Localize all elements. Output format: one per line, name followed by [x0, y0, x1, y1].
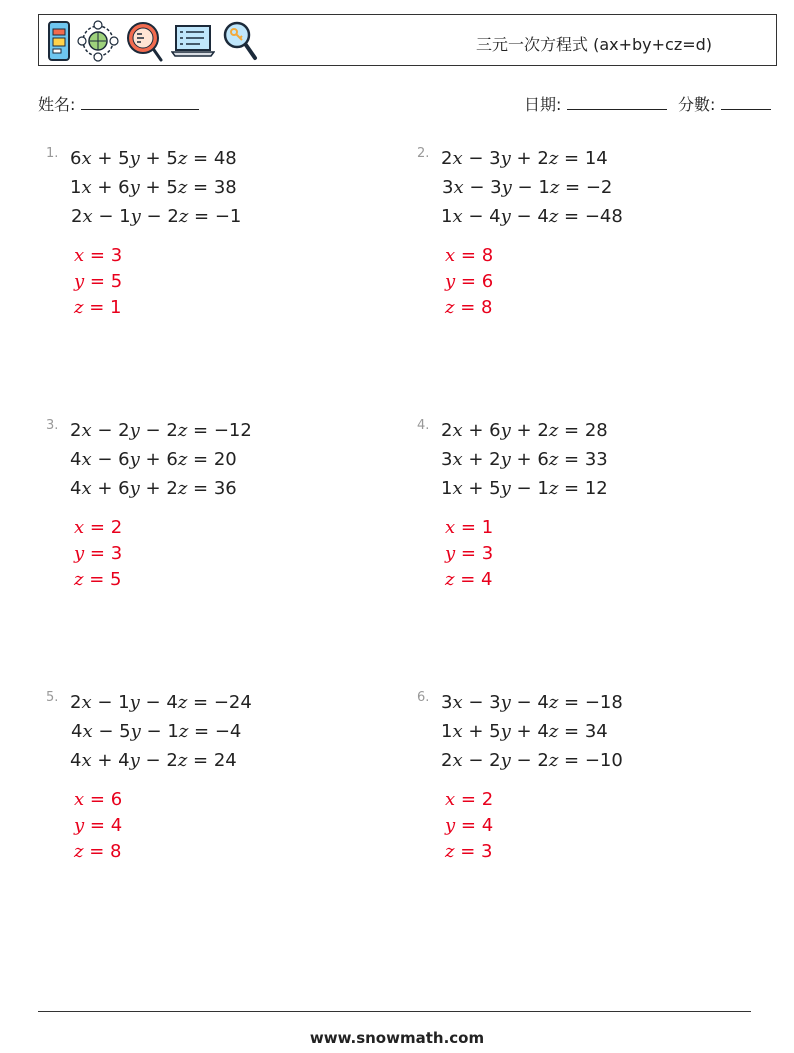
variable-y: y — [129, 420, 140, 441]
answer-value: 1 — [110, 297, 122, 318]
coef-c: 6 — [537, 449, 549, 470]
coef-a: 3 — [442, 177, 454, 198]
rhs: −2 — [585, 177, 613, 198]
variable-z: z — [177, 692, 188, 713]
coef-a: 3 — [441, 449, 453, 470]
answer-z: z = 8 — [74, 841, 122, 862]
variable-y: y — [500, 478, 511, 499]
variable-y: y — [130, 721, 141, 742]
answer-y: y = 6 — [445, 271, 494, 292]
coef-c: 1 — [537, 478, 549, 499]
op-b: − — [98, 206, 114, 227]
rhs: −12 — [213, 420, 252, 441]
op-b: − — [97, 692, 113, 713]
score-field — [678, 94, 771, 115]
op-b: − — [468, 206, 484, 227]
coef-b: 5 — [489, 721, 501, 742]
problem-number: 4. — [417, 418, 430, 433]
coef-c: 5 — [166, 148, 178, 169]
name-label: 姓名: — [38, 95, 76, 114]
coef-c: 2 — [537, 148, 549, 169]
problem-4 — [417, 418, 757, 668]
variable-x: x — [81, 420, 92, 441]
op-c: + — [145, 177, 161, 198]
variable-y: y — [130, 206, 141, 227]
op-c: − — [145, 750, 161, 771]
equation-2: 4x − 6y + 6z = 20 — [70, 449, 237, 470]
rhs: 33 — [584, 449, 608, 470]
variable-x: x — [452, 692, 463, 713]
equation-2: 3x + 2y + 6z = 33 — [441, 449, 608, 470]
answer-variable: z — [74, 841, 84, 862]
answer-z: z = 5 — [74, 569, 122, 590]
answer-variable: y — [445, 815, 456, 836]
answer-variable: y — [445, 543, 456, 564]
variable-z: z — [548, 420, 559, 441]
answer-y: y = 3 — [445, 543, 494, 564]
answer-y: y = 4 — [445, 815, 494, 836]
equation-2: 1x + 6y + 5z = 38 — [70, 177, 237, 198]
answer-variable: y — [74, 815, 85, 836]
answer-value: 4 — [110, 815, 123, 836]
equation-3: 4x + 6y + 2z = 36 — [70, 478, 237, 499]
answer-x: x = 6 — [74, 789, 123, 810]
coef-b: 6 — [118, 177, 130, 198]
answer-x: x = 2 — [445, 789, 494, 810]
op-b: + — [97, 478, 113, 499]
variable-y: y — [129, 750, 140, 771]
op-b: + — [468, 721, 484, 742]
coef-a: 1 — [441, 478, 453, 499]
variable-z: z — [548, 750, 559, 771]
globe-network-icon — [77, 20, 119, 62]
coef-b: 4 — [118, 750, 130, 771]
op-b: − — [468, 750, 484, 771]
answer-z: z = 3 — [445, 841, 493, 862]
problem-6 — [417, 690, 757, 940]
equation-3: 2x − 1y − 2z = −1 — [71, 206, 242, 227]
variable-x: x — [82, 721, 93, 742]
answer-variable: x — [445, 517, 456, 538]
variable-x: x — [81, 478, 92, 499]
coef-c: 4 — [537, 692, 549, 713]
answer-variable: z — [445, 569, 455, 590]
coef-b: 5 — [489, 478, 501, 499]
equation-1: 2x − 1y − 4z = −24 — [70, 692, 252, 713]
answer-value: 3 — [481, 841, 493, 862]
variable-x: x — [81, 692, 92, 713]
answer-x: x = 3 — [74, 245, 123, 266]
score-label: 分數: — [678, 95, 716, 114]
variable-z: z — [178, 206, 189, 227]
answer-variable: y — [74, 543, 85, 564]
equation-2: 3x − 3y − 1z = −2 — [442, 177, 613, 198]
answer-value: 5 — [110, 271, 123, 292]
op-b: + — [468, 449, 484, 470]
op-c: − — [516, 206, 532, 227]
op-b: − — [97, 420, 113, 441]
variable-z: z — [549, 177, 560, 198]
variable-y: y — [129, 148, 140, 169]
answer-variable: x — [74, 517, 85, 538]
variable-y: y — [129, 478, 140, 499]
answer-value: 3 — [110, 245, 123, 266]
answer-value: 8 — [110, 841, 122, 862]
variable-y: y — [501, 177, 512, 198]
rhs: 48 — [213, 148, 237, 169]
variable-z: z — [548, 721, 559, 742]
problem-number: 3. — [46, 418, 59, 433]
answer-value: 8 — [481, 245, 494, 266]
variable-x: x — [81, 449, 92, 470]
variable-x: x — [452, 206, 463, 227]
coef-a: 1 — [441, 206, 453, 227]
coef-a: 6 — [70, 148, 82, 169]
answer-value: 6 — [481, 271, 494, 292]
coef-b: 2 — [489, 449, 501, 470]
op-c: − — [145, 692, 161, 713]
coef-a: 4 — [70, 449, 82, 470]
variable-y: y — [500, 148, 511, 169]
variable-x: x — [452, 148, 463, 169]
coef-c: 2 — [166, 478, 178, 499]
name-blank[interactable] — [81, 94, 199, 110]
coef-c: 2 — [537, 420, 549, 441]
answer-value: 8 — [481, 297, 493, 318]
coef-a: 2 — [70, 420, 82, 441]
answer-variable: z — [445, 841, 455, 862]
variable-x: x — [81, 177, 92, 198]
worksheet-title: 三元一次方程式 (ax+by+cz=d) — [476, 35, 713, 54]
answer-value: 3 — [481, 543, 494, 564]
rhs: 24 — [213, 750, 237, 771]
rhs: 34 — [584, 721, 608, 742]
variable-z: z — [177, 420, 188, 441]
equation-2: 4x − 5y − 1z = −4 — [71, 721, 242, 742]
op-b: + — [97, 148, 113, 169]
variable-z: z — [548, 449, 559, 470]
coef-a: 4 — [71, 721, 83, 742]
coef-a: 1 — [70, 177, 82, 198]
answer-variable: z — [74, 569, 84, 590]
answer-variable: x — [445, 245, 456, 266]
equation-1: 2x − 2y − 2z = −12 — [70, 420, 252, 441]
op-c: − — [516, 478, 532, 499]
coef-a: 2 — [70, 692, 82, 713]
coef-a: 2 — [441, 420, 453, 441]
coef-b: 3 — [490, 177, 502, 198]
equation-3: 4x + 4y − 2z = 24 — [70, 750, 237, 771]
coef-b: 3 — [489, 692, 501, 713]
variable-x: x — [452, 449, 463, 470]
op-c: − — [517, 177, 533, 198]
op-b: − — [469, 177, 485, 198]
answer-z: z = 1 — [74, 297, 122, 318]
coef-c: 4 — [166, 692, 178, 713]
equation-2: 1x + 5y + 4z = 34 — [441, 721, 608, 742]
problem-5 — [46, 690, 386, 940]
variable-x: x — [82, 206, 93, 227]
variable-z: z — [178, 721, 189, 742]
footer-divider — [38, 1011, 751, 1012]
coef-a: 4 — [70, 478, 82, 499]
answer-z: z = 4 — [445, 569, 493, 590]
rhs: 20 — [213, 449, 237, 470]
worksheet-header — [38, 14, 777, 66]
answer-variable: z — [445, 297, 455, 318]
variable-y: y — [500, 206, 511, 227]
answer-x: x = 1 — [445, 517, 494, 538]
date-blank[interactable] — [567, 94, 667, 110]
equation-3: 1x + 5y − 1z = 12 — [441, 478, 608, 499]
variable-x: x — [452, 420, 463, 441]
variable-z: z — [548, 206, 559, 227]
answer-value: 4 — [481, 569, 493, 590]
variable-z: z — [177, 478, 188, 499]
variable-x: x — [452, 721, 463, 742]
rhs: 14 — [584, 148, 608, 169]
header-icons — [48, 20, 258, 62]
problem-number: 2. — [417, 146, 430, 161]
equation-1: 3x − 3y − 4z = −18 — [441, 692, 623, 713]
answer-value: 5 — [110, 569, 122, 590]
rhs: −4 — [214, 721, 242, 742]
op-b: + — [97, 750, 113, 771]
op-c: + — [145, 478, 161, 499]
op-b: − — [468, 148, 484, 169]
coef-b: 5 — [119, 721, 131, 742]
answer-variable: x — [74, 789, 85, 810]
variable-z: z — [548, 148, 559, 169]
rhs: −24 — [213, 692, 252, 713]
answer-variable: y — [74, 271, 85, 292]
coef-b: 1 — [118, 692, 130, 713]
coef-a: 1 — [441, 721, 453, 742]
variable-y: y — [129, 177, 140, 198]
op-c: − — [146, 206, 162, 227]
coef-c: 1 — [167, 721, 179, 742]
variable-x: x — [452, 750, 463, 771]
variable-x: x — [81, 750, 92, 771]
variable-y: y — [129, 449, 140, 470]
op-c: + — [145, 148, 161, 169]
problem-2 — [417, 146, 757, 396]
variable-x: x — [452, 478, 463, 499]
coef-b: 2 — [489, 750, 501, 771]
phone-app-icon — [48, 21, 70, 61]
rhs: −18 — [584, 692, 623, 713]
problem-number: 5. — [46, 690, 59, 705]
equation-1: 6x + 5y + 5z = 48 — [70, 148, 237, 169]
op-c: + — [516, 148, 532, 169]
coef-c: 4 — [537, 206, 549, 227]
rhs: −48 — [584, 206, 623, 227]
variable-y: y — [129, 692, 140, 713]
rhs: 12 — [584, 478, 608, 499]
answer-variable: x — [445, 789, 456, 810]
variable-z: z — [177, 449, 188, 470]
problem-number: 6. — [417, 690, 430, 705]
answer-value: 2 — [481, 789, 494, 810]
variable-x: x — [453, 177, 464, 198]
coef-a: 2 — [71, 206, 83, 227]
op-b: + — [468, 420, 484, 441]
op-c: + — [516, 449, 532, 470]
variable-z: z — [177, 177, 188, 198]
problem-1 — [46, 146, 386, 396]
variable-z: z — [548, 478, 559, 499]
rhs: −1 — [214, 206, 242, 227]
coef-a: 3 — [441, 692, 453, 713]
op-c: + — [516, 721, 532, 742]
coef-b: 6 — [489, 420, 501, 441]
variable-x: x — [81, 148, 92, 169]
score-blank[interactable] — [721, 94, 771, 110]
search-key-icon — [222, 20, 258, 62]
answer-y: y = 4 — [74, 815, 123, 836]
equation-1: 2x + 6y + 2z = 28 — [441, 420, 608, 441]
answer-value: 4 — [481, 815, 494, 836]
answer-variable: y — [445, 271, 456, 292]
rhs: −10 — [584, 750, 623, 771]
coef-c: 2 — [537, 750, 549, 771]
variable-y: y — [500, 420, 511, 441]
coef-a: 4 — [70, 750, 82, 771]
answer-x: x = 8 — [445, 245, 494, 266]
coef-b: 3 — [489, 148, 501, 169]
op-c: + — [145, 449, 161, 470]
problem-3 — [46, 418, 386, 668]
date-field — [524, 94, 667, 115]
coef-c: 2 — [166, 420, 178, 441]
problem-number: 1. — [46, 146, 59, 161]
coef-b: 6 — [118, 449, 130, 470]
answer-value: 1 — [481, 517, 494, 538]
coef-c: 5 — [166, 177, 178, 198]
coef-a: 2 — [441, 148, 453, 169]
answer-x: x = 2 — [74, 517, 123, 538]
answer-y: y = 3 — [74, 543, 123, 564]
variable-y: y — [500, 750, 511, 771]
answer-y: y = 5 — [74, 271, 123, 292]
answer-z: z = 8 — [445, 297, 493, 318]
date-label: 日期: — [524, 95, 562, 114]
op-b: + — [468, 478, 484, 499]
coef-b: 5 — [118, 148, 130, 169]
answer-variable: z — [74, 297, 84, 318]
answer-value: 2 — [110, 517, 123, 538]
op-c: − — [145, 420, 161, 441]
coef-c: 2 — [167, 206, 179, 227]
rhs: 38 — [213, 177, 237, 198]
answer-value: 6 — [110, 789, 123, 810]
coef-b: 4 — [489, 206, 501, 227]
ask-magnifier-icon — [126, 20, 164, 62]
op-c: − — [146, 721, 162, 742]
coef-c: 4 — [537, 721, 549, 742]
coef-c: 2 — [166, 750, 178, 771]
op-c: − — [516, 692, 532, 713]
op-b: − — [97, 449, 113, 470]
coef-c: 6 — [166, 449, 178, 470]
rhs: 36 — [213, 478, 237, 499]
footer-url: www.snowmath.com — [309, 1029, 485, 1047]
coef-b: 2 — [118, 420, 130, 441]
name-field — [38, 94, 199, 115]
op-c: − — [516, 750, 532, 771]
laptop-checklist-icon — [171, 24, 215, 58]
op-c: + — [516, 420, 532, 441]
variable-y: y — [500, 449, 511, 470]
variable-z: z — [177, 750, 188, 771]
variable-z: z — [548, 692, 559, 713]
op-b: − — [468, 692, 484, 713]
variable-z: z — [177, 148, 188, 169]
answer-value: 3 — [110, 543, 123, 564]
rhs: 28 — [584, 420, 608, 441]
variable-y: y — [500, 721, 511, 742]
equation-3: 1x − 4y − 4z = −48 — [441, 206, 623, 227]
coef-a: 2 — [441, 750, 453, 771]
equation-1: 2x − 3y + 2z = 14 — [441, 148, 608, 169]
op-b: + — [97, 177, 113, 198]
op-b: − — [98, 721, 114, 742]
variable-y: y — [500, 692, 511, 713]
coef-b: 6 — [118, 478, 130, 499]
answer-variable: x — [74, 245, 85, 266]
coef-c: 1 — [538, 177, 550, 198]
coef-b: 1 — [119, 206, 131, 227]
equation-3: 2x − 2y − 2z = −10 — [441, 750, 623, 771]
